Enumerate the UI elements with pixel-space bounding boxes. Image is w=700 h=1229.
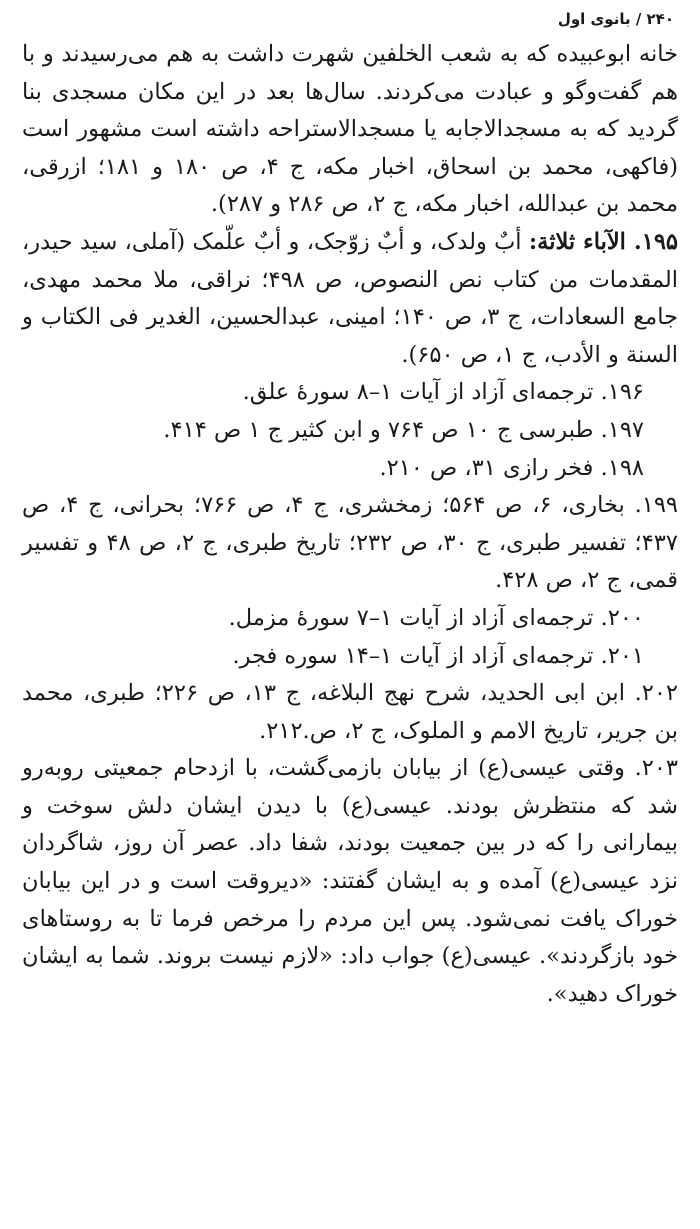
note-198: ۱۹۸. فخر رازی ۳۱، ص ۲۱۰. — [379, 454, 644, 481]
note-199: ۱۹۹. بخاری، ۶، ص ۵۶۴؛ زمخشری، ج ۴، ص ۷۶۶؛ بحرانی، ج ۴، ص ۴۳۷؛ تفسیر طبری، ج ۳۰، ص ۲۳۲؛ تاریخ طبری، ج ۲، ص ۴۸ و تفسیر قمی، ج ۲، ص ۴۲۸. — [22, 492, 678, 594]
note-195-prefix: ۱۹۵. الآباء ثلاثة: — [528, 228, 679, 255]
note-195-text: أبٌ ولدک، و أبٌ زوّجک، و أبٌ علّمک (آملی، سید حیدر، المقدمات من کتاب نص النصوص، ص ۴۹۸؛ نراقی، ملا محمد مهدی، جامع السعادات، ج ۳، ص ۱۴۰؛ امینی، عبدالحسین، الغدیر فی الکتاب و السنة و الأدب، ج ۱، ص ۶۵۰). — [22, 228, 678, 368]
running-head: ۲۴۰ / بانوی اول — [557, 10, 674, 28]
paragraph-intro: خانه ابوعبیده که به شعب الخلفین شهرت داشت به هم می‌رسیدند و با هم گفت‌وگو و عبادت می‌کردند. سال‌ها بعد در این مکان مسجدی بنا گردید که به مسجدالاجابه یا مسجدالاستراحه داشته است مشهور است (فاکهی، محمد بن اسحاق، اخبار مکه، ج ۴، ص ۱۸۰ و ۱۸۱؛ ازرقی، محمد بن عبدالله، اخبار مکه، ج ۲، ص ۲۸۶ و ۲۸۷). — [22, 41, 678, 218]
note-195 — [22, 224, 678, 374]
note-197: ۱۹۷. طبرسی ج ۱۰ ص ۷۶۴ و ابن کثیر ج ۱ ص ۴۱۴. — [163, 416, 644, 443]
note-196: ۱۹۶. ترجمه‌ای آزاد از آیات ۱–۸ سورهٔ علق. — [242, 379, 644, 406]
note-203: ۲۰۳. وقتی عیسی(ع) از بیابان بازمی‌گشت، با ازدحام جمعیتی روبه‌رو شد که منتظرش بودند. عیسی(ع) با دیدن ایشان دلش سوخت و بیمارانی را که در بین جمعیت بودند، شفا داد. عصر آن روز، شاگردان نزد عیسی(ع) آمده و به ایشان گفتند: «دیروقت است و در این بیابان خوراک یافت نمی‌شود. پس این مردم را مرخص فرما تا به روستاهای خود بازگردند». عیسی(ع) جواب داد: «لازم نیست بروند. شما به ایشان خوراک دهید». — [22, 755, 678, 1007]
note-201: ۲۰۱. ترجمه‌ای آزاد از آیات ۱–۱۴ سوره فجر. — [232, 642, 644, 669]
body-text — [22, 36, 678, 1013]
note-202: ۲۰۲. ابن ابی الحدید، شرح نهج البلاغه، ج ۱۳، ص ۲۲۶؛ طبری، محمد بن جریر، تاریخ الامم و الملوک، ج ۲، ص.۲۱۲. — [22, 680, 678, 744]
note-200: ۲۰۰. ترجمه‌ای آزاد از آیات ۱–۷ سورهٔ مزمل. — [228, 604, 644, 631]
